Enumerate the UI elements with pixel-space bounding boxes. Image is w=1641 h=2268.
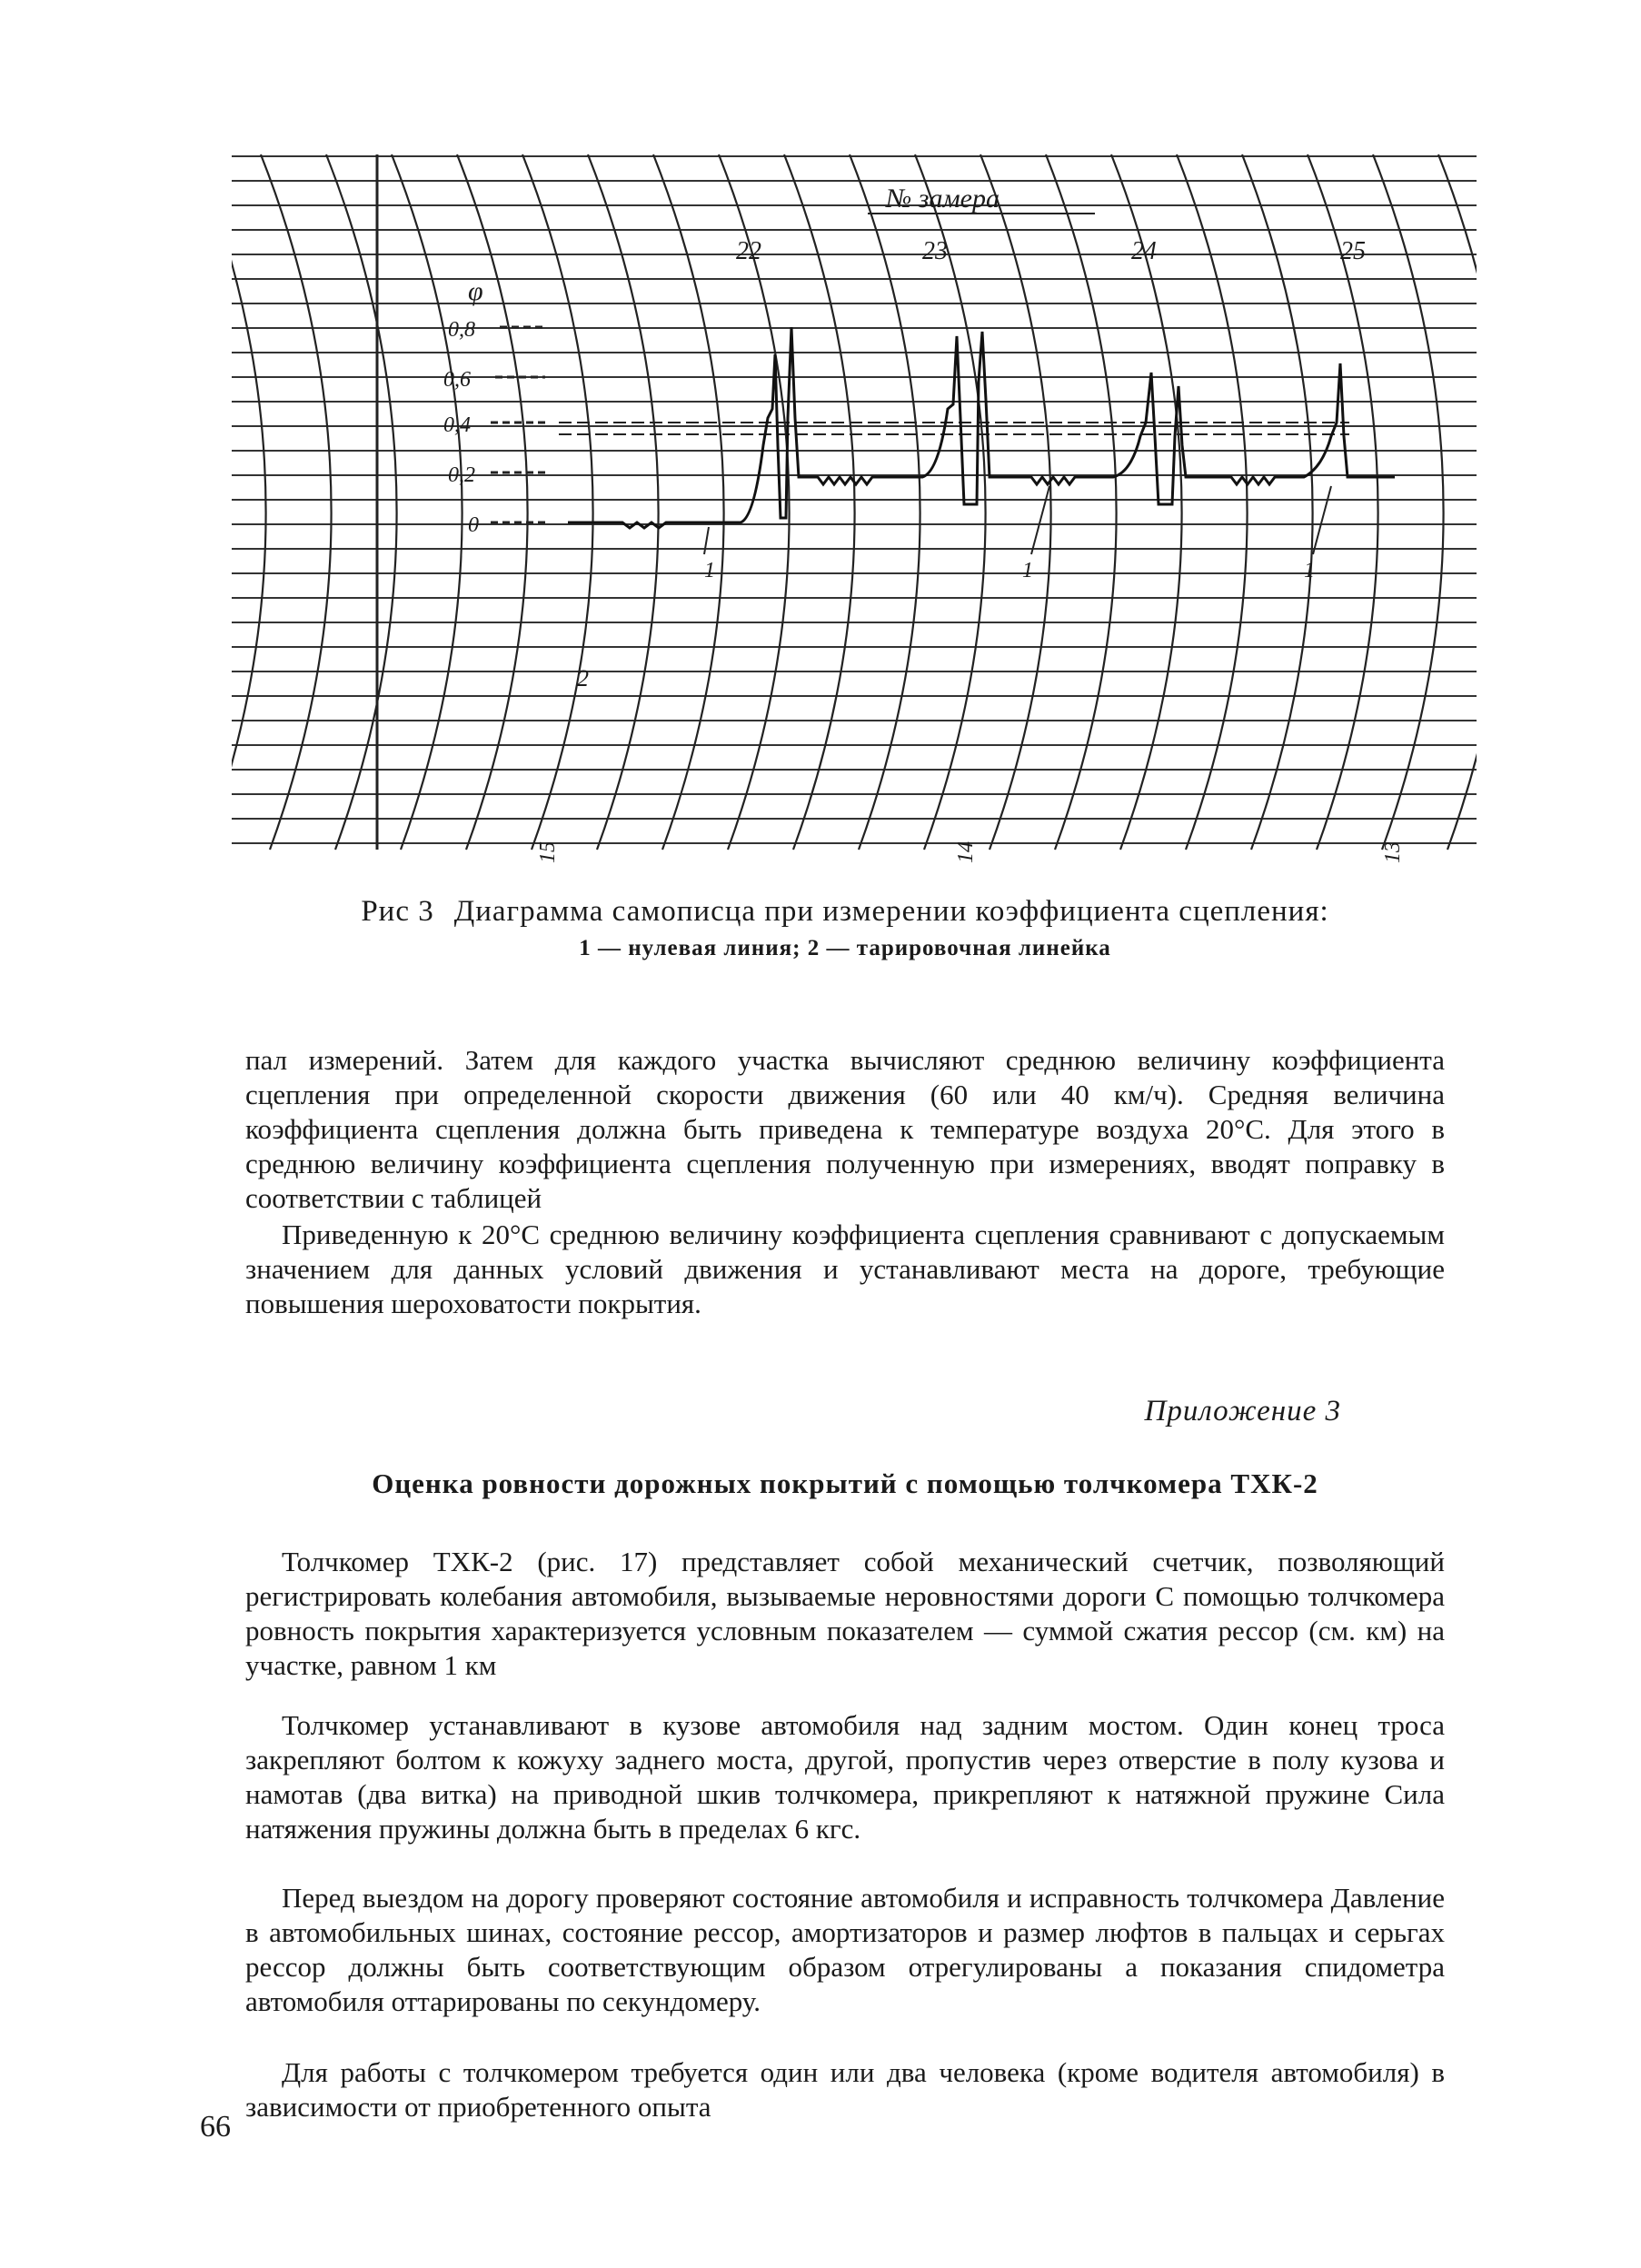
recorder-chart-svg: [232, 145, 1477, 872]
paragraph-4: Толчкомер устанавливают в кузове автомобиля над задним мостом. Один конец троса закрепляют болтом к кожуху заднего моста, другой, пропустив через отверстие в полу кузова и намотав (два витка) на приводной шкив толчкомера, прикрепляют к натяжной пружине Сила натяжения пружины должна быть в пределах 6 кгс.: [245, 1709, 1445, 1845]
measurement-23: 23: [922, 237, 948, 265]
page-number: 66: [200, 2110, 231, 2144]
paragraph-3: Толчкомер ТХК-2 (рис. 17) представляет собой механический счетчик, позволяющий регистрировать колебания автомобиля, вызываемые неровностями дороги С помощью толчкомера ровность покрытия характеризуется условным показателем — суммой сжатия рессор (см. км) на участке, равном 1 км: [245, 1546, 1445, 1681]
measurement-25: 25: [1340, 237, 1366, 265]
scale-label-0-8: 0,8: [448, 318, 475, 342]
tarirovka-scale: [491, 327, 545, 522]
scale-label-0-4: 0,4: [443, 413, 471, 437]
scale-label-0-2: 0,2: [448, 463, 475, 487]
scale-label-0: 0: [468, 513, 479, 537]
figure-legend: 1 — нулевая линия; 2 — тарировочная линейка: [579, 936, 1111, 960]
side-label-15: 15: [536, 841, 560, 863]
marker-1-pointer-b: [1031, 486, 1049, 554]
measurement-24: 24: [1131, 237, 1157, 265]
marker-1-label-c: 1: [1304, 559, 1315, 582]
paragraph-1: пал измерений. Затем для каждого участка вычисляют среднюю величину коэффициента сцепления при определенной скорости движения (60 или 40 км/ч). Средняя величина коэффициента сцепления должна быть приведена к температуре воздуха 20°С. Для этого в среднюю величину коэффициента сцепления полученную при измерениях, вводят поправку в соответствии с таблицей: [245, 1044, 1445, 1214]
marker-1-pointer-c: [1313, 486, 1331, 554]
figure-caption: [227, 895, 1463, 929]
phi-label: φ: [468, 276, 483, 306]
marker-1-pointer-a: [704, 527, 709, 554]
measurement-22: 22: [736, 237, 761, 265]
section-heading: Оценка ровности дорожных покрытий с помощью толчкомера ТХК-2: [372, 1467, 1318, 1499]
marker-1-label-a: 1: [704, 559, 715, 582]
marker-2-label: 2: [577, 665, 589, 691]
caption-prefix: Рис 3: [361, 895, 434, 928]
paragraph-2: Приведенную к 20°С среднюю величину коэффициента сцепления сравнивают с допускаемым значением для данных условий движения и устанавливают места на дороге, требующие повышения шероховатости покрытия.: [245, 1219, 1445, 1319]
caption-title: Диаграмма самописца при измерении коэффициента сцепления:: [453, 895, 1329, 928]
paragraph-5: Перед выездом на дорогу проверяют состояние автомобиля и исправность толчкомера Давление в автомобильных шинах, состояние рессор, амортизаторов и размер люфтов в пальцах и серьгах рессор должны быть соответствующим образом отрегулированы а показания спидометра автомобиля оттарированы по секундомеру.: [245, 1882, 1445, 2017]
series-title-label: № замера: [886, 184, 1000, 214]
appendix-label: Приложение 3: [1144, 1395, 1341, 1427]
paragraph-6: Для работы с толчкомером требуется один или два человека (кроме водителя автомобиля) в зависимости от приобретенного опыта: [245, 2056, 1445, 2123]
bottom-label-13: 13: [1381, 841, 1405, 863]
bottom-label-14: 14: [954, 841, 978, 863]
recorder-diagram: [232, 145, 1477, 872]
scale-label-0-6: 0,6: [443, 368, 471, 392]
marker-1-label-b: 1: [1022, 559, 1033, 582]
